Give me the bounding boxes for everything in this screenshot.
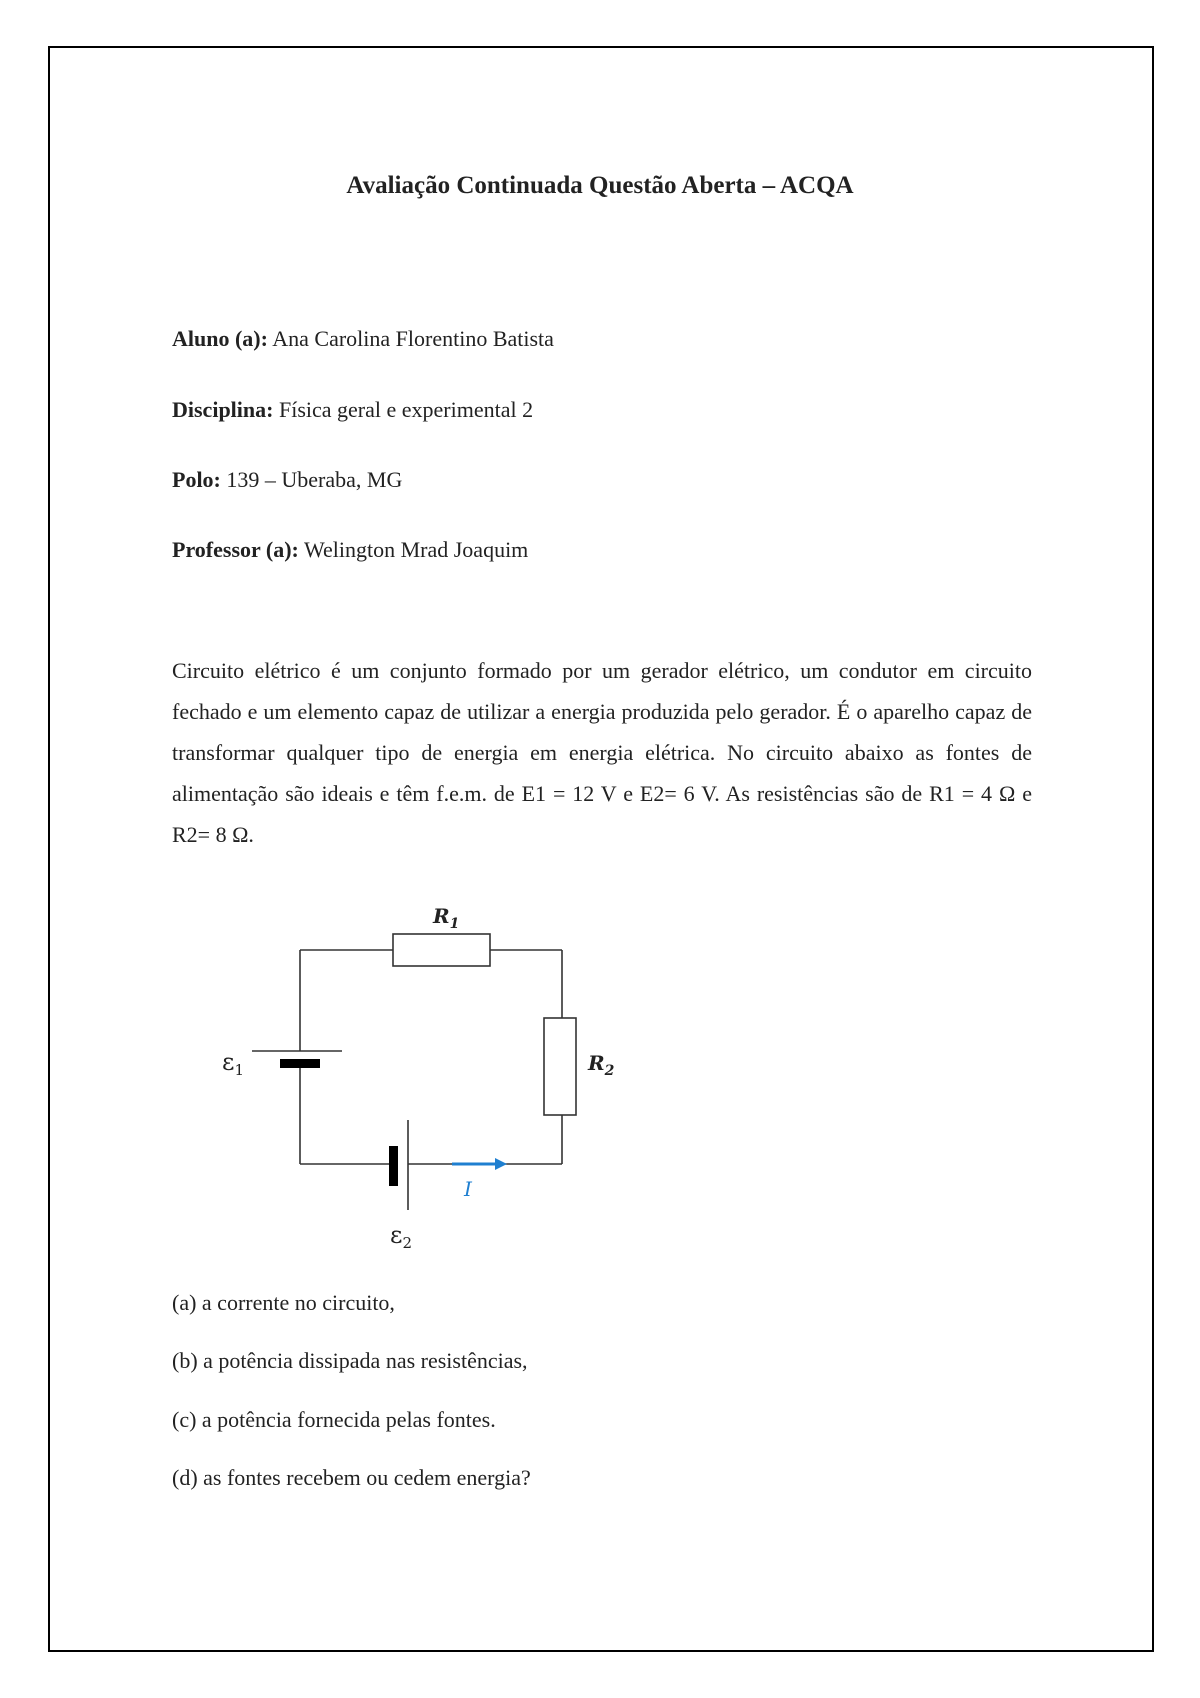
- disciplina-label: Disciplina:: [172, 397, 274, 422]
- professor-value: Welington Mrad Joaquim: [303, 537, 529, 562]
- question-b: (b) a potência dissipada nas resistências,: [172, 1348, 528, 1373]
- e2-label: [390, 1221, 412, 1252]
- r2-symbol: R: [588, 1051, 605, 1075]
- polo-label: Polo:: [172, 467, 221, 492]
- question-c: (c) a potência fornecida pelas fontes.: [172, 1407, 496, 1432]
- r1-label: [432, 904, 459, 932]
- professor-label: Professor (a):: [172, 537, 299, 562]
- e1-subscript: 1: [234, 1061, 244, 1079]
- r2-subscript: 2: [604, 1063, 615, 1079]
- disciplina-value: Física geral e experimental 2: [278, 397, 534, 422]
- resistor-r2: [544, 1018, 576, 1115]
- question-a: (a) a corrente no circuito,: [172, 1290, 395, 1315]
- e2-symbol: ε: [390, 1221, 403, 1249]
- r1-subscript: 1: [449, 916, 460, 932]
- question-d: (d) as fontes recebem ou cedem energia?: [172, 1465, 531, 1490]
- page-title: Avaliação Continuada Questão Aberta – ACQA: [346, 172, 854, 199]
- current-label: I: [464, 1177, 472, 1201]
- polo-value: 139 – Uberaba, MG: [226, 467, 403, 492]
- problem-statement: Circuito elétrico é um conjunto formado por um gerador elétrico, um condutor em circuito fechado e um elemento capaz de utilizar a energia produzida pelo gerador. É o aparelho capaz de transformar qualquer tipo de energia em energia elétrica. No circuito abaixo as fontes de alimentação são ideais e têm f.e.m. de E1 = 12 V e E2= 6 V. As resistências são de R1 = 4 Ω e R2= 8 Ω.: [172, 658, 1032, 847]
- r2-label: [587, 1051, 615, 1079]
- resistor-r1: [393, 934, 490, 966]
- aluno-value: Ana Carolina Florentino Batista: [272, 326, 554, 351]
- e2-subscript: 2: [402, 1234, 412, 1252]
- e1-label: [222, 1048, 244, 1079]
- r1-symbol: R: [433, 904, 450, 928]
- e1-symbol: ε: [222, 1048, 235, 1076]
- battery-e2-short-plate: [389, 1146, 398, 1186]
- battery-e1-short-plate: [280, 1059, 320, 1068]
- current-arrow-head: [495, 1158, 507, 1170]
- aluno-label: Aluno (a):: [172, 326, 268, 351]
